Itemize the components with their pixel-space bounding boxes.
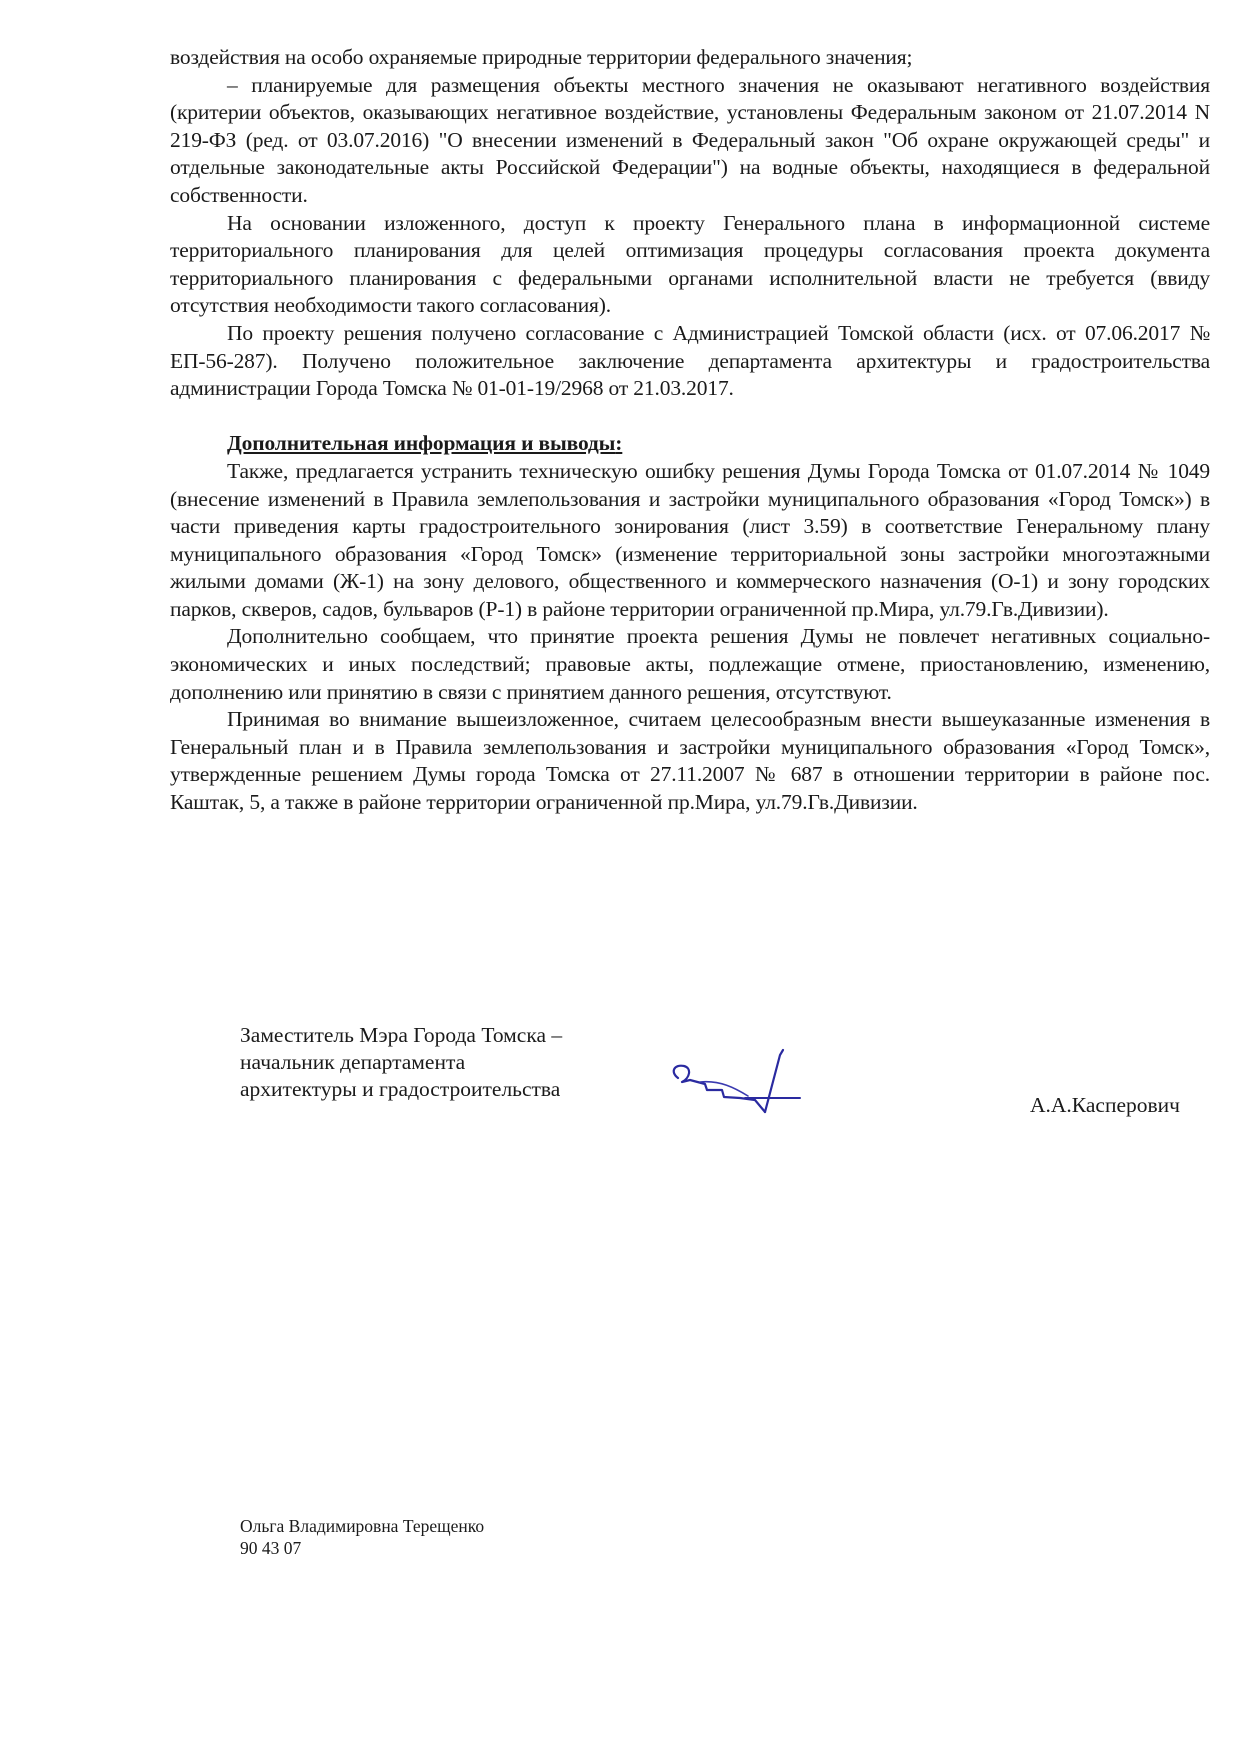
- signer-name: А.А.Касперович: [1030, 1093, 1180, 1117]
- contact-phone: 90 43 07: [240, 1538, 302, 1558]
- paragraph: На основании изложенного, доступ к проекту Генерального плана в информационной системе территориального планирования для целей оптимизация процедуры согласования проекта документа территориального планирования с федеральными органами исполнительной власти не требуется (ввиду отсутствия необходимости такого согласования).: [170, 210, 1210, 318]
- paragraph: воздействия на особо охраняемые природные территории федерального значения;: [170, 45, 913, 69]
- section-heading-colon: :: [615, 431, 623, 456]
- contact-name: Ольга Владимировна Терещенко: [240, 1516, 485, 1536]
- signer-position-line: архитектуры и градостроительства: [240, 1077, 561, 1101]
- section-heading-line: [170, 430, 1210, 458]
- signer-position-line: начальник департамента: [240, 1050, 466, 1074]
- paragraph: Также, предлагается устранить техническую ошибку решения Думы Города Томска от 01.07.2014 № 1049 (внесение изменений в Правила землепользования и застройки муниципального образования «Город Томск») в части приведения карты градостроительного зонирования (лист 3.59) в соответствие Генеральному плану муниципального образования «Город Томск» (изменение территориальной зоны застройки многоэтажными жилыми домами (Ж-1) на зону делового, общественного и коммерческого назначения (О-1) и зону городских парков, скверов, садов, бульваров (Р-1) в районе территории ограниченной пр.Мира, ул.79.Гв.Дивизии).: [170, 458, 1210, 621]
- paragraph: По проекту решения получено согласование с Администрацией Томской области (исх. от 07.06.2017 № ЕП-56-287). Получено положительное заключение департамента архитектуры и градостроительства администрации Города Томска № 01-01-19/2968 от 21.03.2017.: [170, 320, 1210, 401]
- paragraph: Дополнительно сообщаем, что принятие проекта решения Думы не повлечет негативных социально-экономических и иных последствий; правовые акты, подлежащие отмене, приостановлению, изменению, дополнению или принятию в связи с принятием данного решения, отсутствуют.: [170, 624, 1210, 704]
- paragraph: Принимая во внимание вышеизложенное, считаем целесообразным внести вышеуказанные изменения в Генеральный план и в Правила землепользования и застройки муниципального образования «Город Томск», утвержденные решением Думы города Томска от 27.11.2007 № 687 в отношении территории в районе пос. Каштак, 5, а также в районе территории ограниченной пр.Мира, ул.79.Гв.Дивизии.: [170, 707, 1210, 815]
- document-body: [170, 44, 1210, 817]
- signer-position-line: Заместитель Мэра Города Томска –: [240, 1023, 563, 1047]
- section-heading: Дополнительная информация и выводы: [227, 431, 616, 456]
- paragraph-spacer: [170, 403, 1210, 431]
- signer-position: [240, 1022, 640, 1103]
- handwritten-signature-icon: [660, 1030, 810, 1120]
- paragraph: – планируемые для размещения объекты местного значения не оказывают негативного воздействия (критерии объектов, оказывающих негативное воздействие, установлены Федеральным законом от 21.07.2014 N 219-ФЗ (ред. от 03.07.2016) "О внесении изменений в Федеральный закон "Об охране окружающей среды" и отдельные законодательные акты Российской Федерации") на водные объекты, находящиеся в федеральной собственности.: [170, 72, 1210, 207]
- contact-footer: [240, 1515, 484, 1559]
